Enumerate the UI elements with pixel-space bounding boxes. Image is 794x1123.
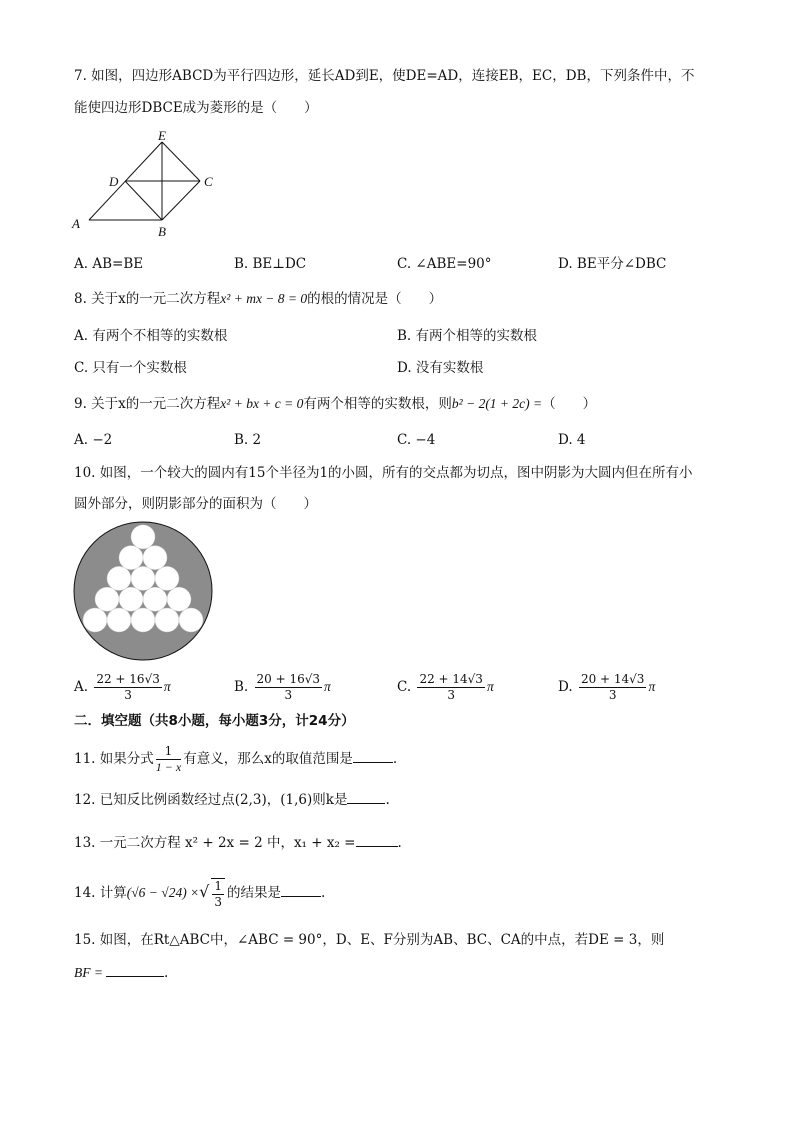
q11-fraction: $\frac{1}{1 - x}$	[155, 744, 182, 774]
small-circle	[131, 525, 155, 549]
section-2-title: 二．填空题（共8小题，每小题3分，计24分）	[74, 713, 355, 729]
q9-expression: b² − 2(1 + 2c) =	[451, 396, 543, 411]
q10-option-a: A. $\frac{22 + 16√3}{3}$ π	[74, 672, 171, 702]
segment-EC	[162, 142, 200, 181]
q14-answer-blank[interactable]	[281, 882, 321, 897]
label-C: C	[204, 174, 213, 189]
q9-middle: 有两个相等的实数根，则	[303, 396, 452, 412]
q12-answer-blank[interactable]	[347, 789, 385, 804]
q9-stem	[74, 394, 596, 414]
q9-option-d: D. 4	[558, 432, 586, 448]
q9-prefix: 9. 关于x的一元二次方程	[74, 396, 221, 412]
q12-stem: 12. 已知反比例函数经过点(2,3)，(1,6)则k是 .	[74, 789, 390, 810]
label-A: A	[72, 216, 80, 231]
q8-option-b: B. 有两个相等的实数根	[397, 328, 538, 344]
segment-CB	[162, 181, 200, 220]
q11-stem: 11. 如果分式 $\frac{1}{1 - x}$ 有意义，那么x的取值范围是 .	[74, 744, 398, 774]
q7-stem-line1: 7. 如图，四边形ABCD为平行四边形，延长AD到E，使DE=AD，连接EB，EC，DB，下列条件中，不	[74, 68, 695, 84]
q15-answer-blank[interactable]	[106, 962, 164, 977]
label-E: E	[158, 128, 166, 143]
q9-equation: x² + bx + c = 0	[220, 396, 304, 411]
small-circle	[131, 566, 155, 590]
q8-prefix: 8. 关于x的一元二次方程	[74, 291, 221, 307]
small-circle	[95, 587, 119, 611]
q15-stem-line2: BF = .	[74, 962, 168, 983]
q11-answer-blank[interactable]	[353, 748, 393, 763]
small-circle	[143, 587, 167, 611]
q8-equation: x² + mx − 8 = 0	[220, 291, 308, 306]
q9-option-c: C. −4	[397, 432, 436, 448]
small-circle	[119, 587, 143, 611]
small-circle	[155, 566, 179, 590]
small-circle	[119, 546, 143, 570]
q8-option-a: A. 有两个不相等的实数根	[74, 328, 228, 344]
q8-stem	[74, 289, 442, 309]
q10-option-c-fraction: $\frac{22 + 14√3}{3}$	[419, 672, 483, 702]
small-circle	[155, 608, 179, 632]
q9-suffix: （ ）	[542, 396, 597, 412]
q10-option-c: C. $\frac{22 + 14√3}{3}$ π	[397, 672, 494, 702]
small-circle	[107, 608, 131, 632]
q8-option-d: D. 没有实数根	[397, 360, 484, 376]
q7-option-c: C. ∠ABE=90°	[397, 256, 492, 272]
segment-DB	[125, 181, 162, 220]
q10-circles-figure	[72, 520, 214, 662]
q7-parallelogram-figure	[64, 128, 224, 243]
q10-option-b-fraction: $\frac{20 + 16√3}{3}$	[256, 672, 321, 702]
small-circle	[143, 546, 167, 570]
q13-stem: 13. 一元二次方程 x² + 2x = 2 中，x₁ + x₂ = .	[74, 832, 402, 853]
q9-option-b: B. 2	[234, 432, 262, 448]
q13-answer-blank[interactable]	[356, 832, 398, 847]
q8-suffix: 的根的情况是（ ）	[307, 291, 443, 307]
q10-option-d-fraction: $\frac{20 + 14√3}{3}$	[580, 672, 645, 702]
q14-stem: 14. 计算(√6 − √24) ×√ $\frac{1}{3}$ 的结果是 .	[74, 878, 326, 909]
q10-stem-line1: 10. 如图，一个较大的圆内有15个半径为1的小圆，所有的交点都为切点，图中阴影为大圆内但在所有小	[74, 465, 693, 481]
q14-root-fraction: $\frac{1}{3}$	[211, 878, 225, 910]
q7-option-b: B. BE⊥DC	[234, 256, 307, 272]
label-B: B	[158, 224, 166, 239]
q9-option-a: A. −2	[74, 432, 113, 448]
q7-stem-line2: 能使四边形DBCE成为菱形的是（ ）	[74, 100, 318, 116]
small-circle	[107, 566, 131, 590]
small-circle	[167, 587, 191, 611]
q7-option-a: A. AB=BE	[74, 256, 144, 272]
q10-stem-line2: 圆外部分，则阴影部分的面积为（ ）	[74, 496, 317, 512]
q10-option-b: B. $\frac{20 + 16√3}{3}$ π	[234, 672, 331, 702]
label-D: D	[109, 174, 119, 189]
small-circle	[179, 608, 203, 632]
q15-stem-line1: 15. 如图，在Rt△ABC中，∠ABC = 90°，D、E、F分别为AB、BC、CA的中点，若DE = 3，则	[74, 932, 665, 948]
small-circle	[83, 608, 107, 632]
q8-option-c: C. 只有一个实数根	[74, 360, 187, 376]
q10-option-a-fraction: $\frac{22 + 16√3}{3}$	[96, 672, 160, 702]
q7-option-d: D. BE平分∠DBC	[558, 256, 667, 272]
q10-option-d: D. $\frac{20 + 14√3}{3}$ π	[558, 672, 656, 702]
small-circle	[131, 608, 155, 632]
